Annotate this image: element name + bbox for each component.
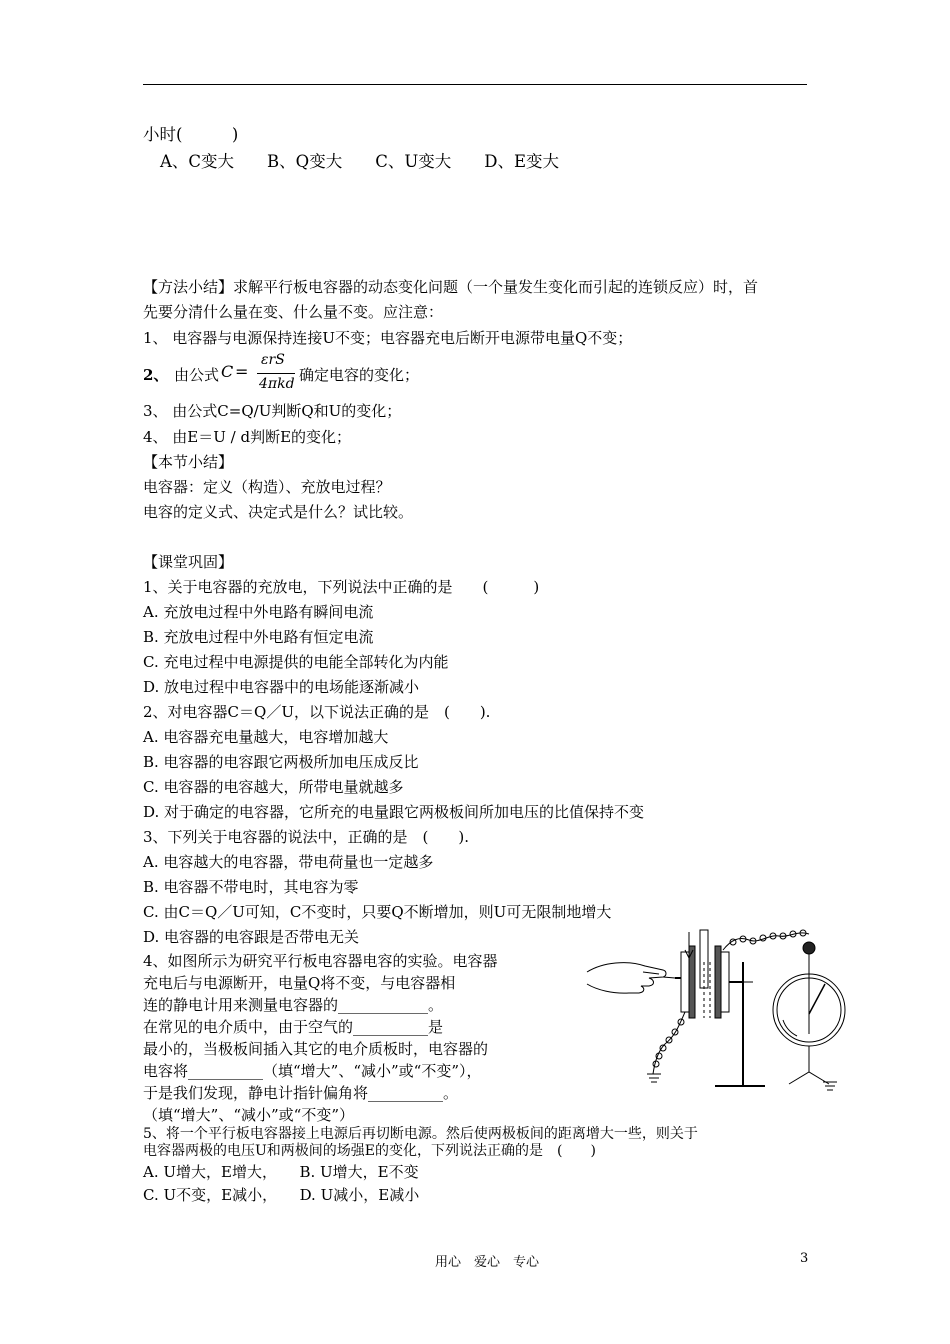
method-item-3: 3、 由公式C=Q/U判断Q和U的变化；: [143, 402, 402, 420]
question-5-options-ab: A. U增大，E增大， B. U增大，E不变: [143, 1163, 419, 1181]
question-4-line-8: （填“增大”、“减小”或“不变”）: [143, 1106, 355, 1124]
footer-motto: 用心 爱心 专心: [435, 1255, 540, 1270]
continued-question-options: A、C变大 B、Q变大 C、U变大 D、E变大: [160, 152, 559, 171]
method-item-4: 4、 由E＝U / d判断E的变化；: [143, 428, 352, 446]
question-2-option-a: A. 电容器充电量越大，电容增加越大: [143, 728, 389, 746]
formula-lhs: C: [221, 362, 234, 381]
left-plate: [675, 946, 695, 1018]
question-4-line-2: 充电后与电源断开，电量Q将不变，与电容器相: [143, 974, 456, 992]
question-2: 2、对电容器C＝Q／U，以下说法正确的是 ( ).: [143, 703, 491, 721]
question-3-option-b: B. 电容器不带电时，其电容为零: [143, 878, 359, 896]
section-summary-heading: 【本节小结】: [143, 453, 234, 471]
question-4-line-7: 于是我们发现，静电计指针偏角将__________。: [143, 1084, 459, 1102]
continued-question-line: 小时( ): [143, 125, 239, 144]
question-2-option-c: C. 电容器的电容越大，所带电量就越多: [143, 778, 404, 796]
question-5-line-2: 电容器两极的电压U和两极间的场强E的变化，下列说法正确的是 ( ): [143, 1143, 596, 1159]
method-item-1: 1、 电容器与电源保持连接U不变；电容器充电后断开电源带电量Q不变；: [143, 329, 633, 347]
capacitance-formula: [221, 352, 295, 394]
question-4-line-5: 最小的，当极板间插入其它的电介质板时，电容器的: [143, 1040, 489, 1058]
section-summary-line-2: 电容的定义式、决定式是什么？试比较。: [143, 503, 414, 521]
section-summary-line-1: 电容器：定义（构造）、充放电过程？: [143, 478, 391, 496]
header-rule: [143, 84, 807, 85]
electroscope: [773, 942, 845, 1090]
question-3-option-c: C. 由C＝Q／U可知，C不变时，只要Q不断增加，则U可无限制地增大: [143, 903, 612, 921]
method-summary-line-2: 先要分清什么量在变、什么量不变。应注意：: [143, 303, 444, 321]
question-3-option-d: D. 电容器的电容跟是否带电无关: [143, 928, 360, 946]
question-1-option-b: B. 充放电过程中外电路有恒定电流: [143, 628, 374, 646]
method-summary-line-1: 【方法小结】求解平行板电容器的动态变化问题（一个量发生变化而引起的连锁反应）时，首: [143, 278, 759, 296]
formula-equals: =: [235, 362, 249, 381]
page-number: 3: [800, 1251, 809, 1266]
question-3-option-a: A. 电容越大的电容器，带电荷量也一定越多: [143, 853, 434, 871]
question-1: 1、关于电容器的充放电，下列说法中正确的是 ( ): [143, 578, 540, 596]
method-item-2-number: 2、: [143, 366, 169, 384]
question-5-line-1: 5、将一个平行板电容器接上电源后再切断电源。然后使两极板间的距离增大一些，则关于: [143, 1126, 698, 1142]
fraction-bar: [257, 373, 295, 374]
method-item-2-prefix: 由公式: [174, 366, 220, 384]
question-2-option-b: B. 电容器的电容跟它两极所加电压成反比: [143, 753, 419, 771]
question-1-option-d: D. 放电过程中电容器中的电场能逐渐减小: [143, 678, 420, 696]
question-3: 3、下列关于电容器的说法中，正确的是 ( ).: [143, 828, 470, 846]
formula-numerator: εrS: [261, 352, 285, 368]
formula-denominator: 4πkd: [259, 376, 295, 392]
question-4-line-3: 连的静电计用来测量电容器的____________。: [143, 996, 444, 1014]
question-2-option-d: D. 对于确定的电容器，它所充的电量跟它两极板间所加电压的比值保持不变: [143, 803, 645, 821]
question-5-options-cd: C. U不变，E减小， D. U减小，E减小: [143, 1186, 420, 1204]
hand-illustration: [587, 963, 675, 994]
question-4-line-1: 4、如图所示为研究平行板电容器电容的实验。电容器: [143, 952, 498, 970]
practice-heading: 【课堂巩固】: [143, 553, 234, 571]
question-4-line-4: 在常见的电介质中，由于空气的__________是: [143, 1018, 444, 1036]
method-item-2-suffix: 确定电容的变化；: [299, 366, 420, 384]
question-1-option-a: A. 充放电过程中外电路有瞬间电流: [143, 603, 374, 621]
question-4-line-6: 电容将__________（填“增大”、“减小”或“不变”），: [143, 1062, 482, 1080]
capacitor-electroscope-diagram: [583, 922, 865, 1100]
question-1-option-c: C. 充电过程中电源提供的电能全部转化为内能: [143, 653, 449, 671]
